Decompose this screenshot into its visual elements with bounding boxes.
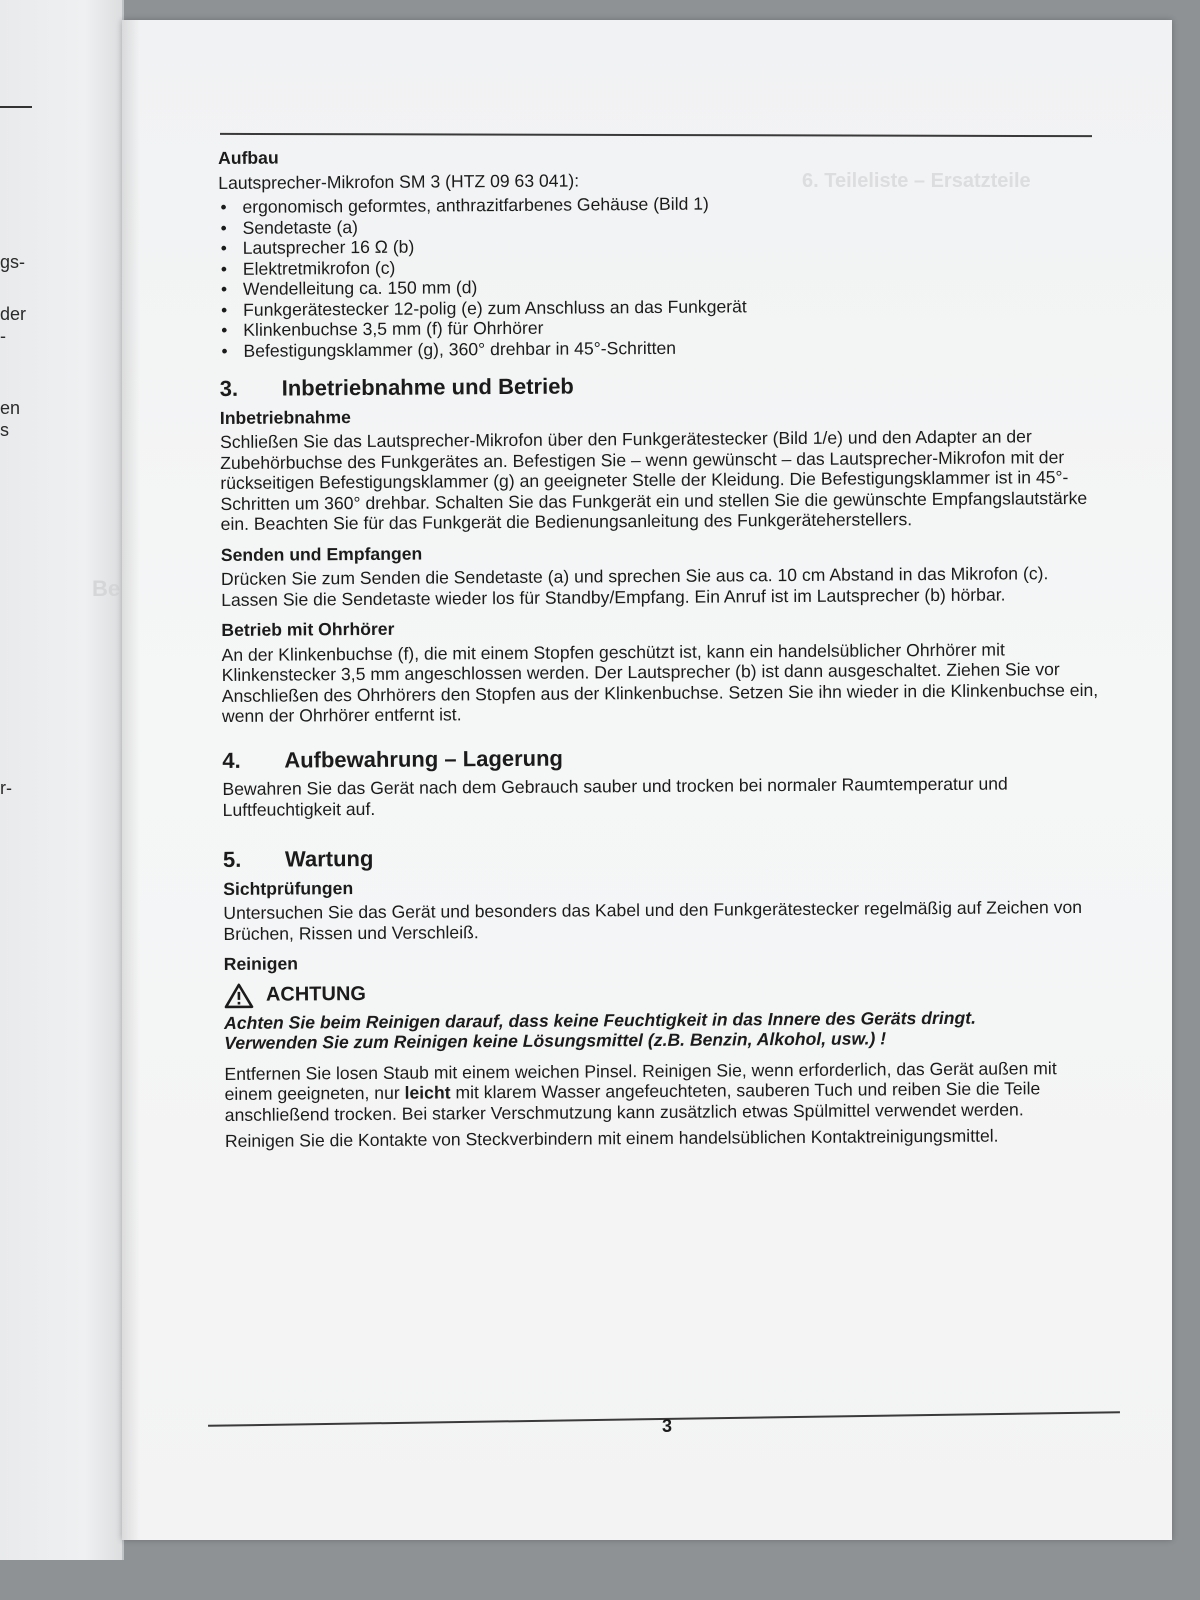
paragraph-kontakte: Reinigen Sie die Kontakte von Steckverbindern mit einem handelsüblichen Kontaktreinigungsmittel.	[224, 1125, 999, 1151]
aufbau-heading: Aufbau	[218, 147, 279, 168]
previous-page-strip	[0, 0, 124, 1560]
section-heading-3	[220, 373, 1100, 400]
bullet-icon: •	[220, 278, 228, 299]
subheading-ohrhoerer: Betrieb mit Ohrhörer	[221, 618, 395, 640]
warning-header	[224, 976, 1104, 1008]
section-heading-5	[223, 844, 1103, 871]
list-item-text: Klinkenbuchse 3,5 mm (f) für Ohrhörer	[243, 317, 544, 340]
paragraph-ohrhoerer: An der Klinkenbuchse (f), die mit einem Stopfen geschützt ist, kann ein handelsüblicher Ohrhörer mit Klinkenstecker 3,5 mm angeschlossen werden. Der Lautsprecher (b) ist dann ausgeschaltet. Ziehen Sie vor Anschließen des Ohrhörers den Stopfen aus der Klinkenbuchse. Setzen Sie ihn wieder in die Klinkenbuchse ein, wenn der Ohrhörer entfernt ist.	[221, 639, 1099, 726]
list-item-text: Wendelleitung ca. 150 mm (d)	[242, 277, 478, 299]
bullet-icon: •	[220, 217, 227, 238]
previous-page-fragment: s	[0, 420, 9, 440]
list-item-text: Elektretmikrofon (c)	[242, 257, 396, 279]
section-number: 4.	[222, 747, 241, 773]
header-rule	[220, 133, 1092, 137]
subheading-inbetriebnahme: Inbetriebnahme	[219, 406, 351, 428]
section-title: Wartung	[284, 845, 374, 872]
page-binding-shadow	[122, 20, 140, 1540]
bullet-icon: •	[221, 299, 228, 320]
parts-list	[218, 191, 1099, 361]
emphasis-text: leicht	[404, 1082, 451, 1103]
paragraph-inbetriebnahme: Schließen Sie das Lautsprecher-Mikrofon über den Funkgerätestecker (Bild 1/e) und den Adapter an der Zubehörbuchse des Funkgerätes an. Befestigen Sie – wenn gewünscht – das Lautsprecher-Mikrofon mit der rückseitigen Befestigungsklammer (g) an geeigneter Stelle der Kleidung. Die Befestigungsklammer ist in 45°-Schritten um 360° drehbar. Schalten Sie das Funkgerät ein und stellen Sie die gewünschte Empfangslautstärke ein. Beachten Sie für das Funkgerät die Bedienungsanleitung des Funkgeräteherstellers.	[219, 426, 1088, 534]
warning-triangle-icon	[224, 982, 254, 1008]
list-item-text: Befestigungsklammer (g), 360° drehbar in 45°-Schritten	[243, 337, 677, 361]
bullet-icon: •	[220, 258, 228, 279]
paragraph-senden-empfangen: Drücken Sie zum Senden die Sendetaste (a) und sprechen Sie aus ca. 10 cm Abstand in das Mikrofon (c). Lassen Sie die Sendetaste wieder los für Standby/Empfang. Ein Anruf ist im Lautsprecher (b) hörbar.	[220, 563, 1049, 610]
subheading-senden-empfangen: Senden und Empfangen	[220, 543, 423, 565]
subheading-reinigen: Reinigen	[223, 953, 299, 974]
paragraph-sichtpruefungen: Untersuchen Sie das Gerät und besonders das Kabel und den Funkgerätestecker regelmäßig auf Zeichen von Brüchen, Rissen und Verschleiß.	[223, 896, 1083, 944]
text-run: mit klarem Wasser angefeuchteten, sauberen Tuch und reiben Sie die Teile anschließend trocken. Bei starker Verschmutzung kann zusätzlich etwas Spülmittel verwendet werden.	[224, 1078, 1041, 1125]
list-item-text: Lautsprecher 16 Ω (b)	[242, 236, 415, 258]
bullet-icon: •	[221, 340, 228, 361]
list-item-text: ergonomisch geformtes, anthrazitfarbenes Gehäuse (Bild 1)	[242, 193, 709, 217]
subheading-sichtpruefungen: Sichtprüfungen	[223, 877, 354, 899]
aufbau-intro: Lautsprecher-Mikrofon SM 3 (HTZ 09 63 041):	[218, 169, 580, 193]
previous-page-fragment: der	[0, 304, 27, 324]
page-content	[218, 142, 1105, 1156]
previous-page-ghost-text: Be	[92, 576, 121, 601]
previous-page-fragment: -	[0, 326, 6, 346]
warning-line: Achten Sie beim Reinigen darauf, dass keine Feuchtigkeit in das Innere des Geräts dringt.	[224, 1007, 977, 1033]
warning-label: ACHTUNG	[265, 983, 366, 1006]
list-item-text: Sendetaste (a)	[242, 216, 359, 238]
warning-line: Verwenden Sie zum Reinigen keine Lösungsmittel (z.B. Benzin, Alkohol, usw.) !	[224, 1028, 887, 1053]
show-through-title: 6. Teileliste – Ersatzteile	[802, 170, 1031, 192]
previous-page-fragment: r-	[0, 778, 12, 798]
text-run: Entfernen Sie losen Staub mit einem weichen Pinsel. Reinigen Sie, wenn erforderlich, das Gerät außen mit einem geeigneten, nur	[224, 1057, 1057, 1104]
paragraph-reinigen	[224, 1057, 1104, 1125]
section-heading-4	[222, 744, 1102, 771]
previous-page-fragment: en	[0, 398, 21, 418]
section-title: Inbetriebnahme und Betrieb	[281, 373, 574, 401]
section-number: 5.	[222, 846, 242, 872]
section-number: 3.	[219, 375, 239, 401]
section-title: Aufbewahrung – Lagerung	[284, 745, 564, 773]
paragraph-lagerung: Bewahren Sie das Gerät nach dem Gebrauch sauber und trocken bei normaler Raumtemperatur und Luftfeuchtigkeit auf.	[222, 773, 1008, 820]
previous-page-fragment: gs-	[0, 252, 26, 272]
warning-text	[224, 1006, 1104, 1053]
manual-page	[122, 20, 1172, 1540]
previous-page-rule	[0, 106, 32, 108]
bullet-icon: •	[220, 196, 227, 217]
bullet-icon: •	[221, 319, 228, 340]
list-item-text: Funkgerätestecker 12-polig (e) zum Anschluss an das Funkgerät	[243, 295, 747, 320]
page-number: 3	[662, 1416, 673, 1436]
bullet-icon: •	[220, 237, 227, 258]
